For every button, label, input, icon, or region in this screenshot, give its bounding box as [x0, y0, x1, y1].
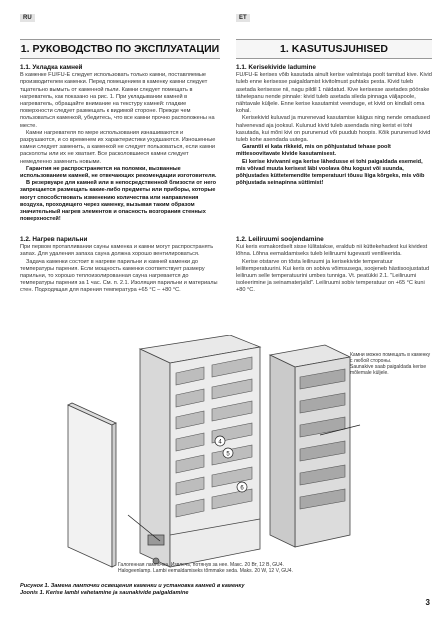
note-et: Saunakive saab paigaldada kerise mõlemale küljele. — [350, 364, 427, 376]
et-stones-p2: Kerisekivid kuluvad ja murenevad kasutamise käigus ning nende omadused halvenevad aja jooksul. Kulunud kivid tuleb asendada ning kerist ei tohi kasutada, kui mõni kivi on purunenud või puudub hoopis. Kõik purunenud kivid tuleb kohe asendada uutega. — [236, 115, 431, 144]
heater-right — [270, 345, 350, 547]
ru-steam-heading: 1.2. Нагрев парильни — [20, 236, 88, 243]
lamp-note-ru: Галогенная лампочка. Извлечь, потянув за нее. Макс. 20 Вт, 12 В, GU4. — [118, 562, 284, 568]
lang-tab-ru: RU — [20, 14, 35, 22]
ru-stones-heading: 1.1. Укладка камней — [20, 64, 83, 71]
caption-et: Joonis 1. Kerise lambi vahetamine ja saunakivide paigaldamine — [20, 590, 189, 596]
et-stones-p4: Ei kerise kivivanni ega kerise lähedusse ei tohi paigaldada esemeid, mis võivad muuta kerisest läbi voolava õhu kogust või suunda, põhjustades küttetemendite temperatuuri tõusu liiga kõrgeks, mis võib põhjustada seinapinna süttimist! — [236, 158, 425, 187]
et-steam-column — [236, 236, 432, 295]
caption-ru: Рисунок 1. Замена лампочки освещения каменки и установка камней в каменку — [20, 583, 245, 589]
et-stones-heading: 1.1. Kerisekivide ladumine — [236, 64, 316, 71]
et-steam-p2: Kerise otstarve on tõsta leiliruumi ja kerisekivide temperatuur leilitemperatuurini. Kui keris on sobiva võimsusega, soojeneb hästisoojustatud leiliruum selle temperatuurini umbes tunniga. Vt. peatükki 2.1. "Leiliruumi isoleerimine ja seinamaterjalid". Leiliruumi sobiv temperatuur on +65 °C kuni +80 °C. — [236, 258, 430, 294]
ru-stones-p3: Гарантия не распространяется на поломки, вызванные использованием камней, не отвечающих рекомендации изготовителя. — [20, 165, 217, 180]
marker-5: 5 — [226, 451, 230, 458]
et-steam-p1: Kui keris esmakordselt sisse lülitatakse, eraldub nii küttekehadest kui kividest lõhna. Lõhna eemaldamiseks tuleb leiliruumi tugevasti ventileerida. — [236, 244, 428, 258]
ru-column — [20, 64, 220, 223]
et-column — [236, 64, 432, 187]
ru-steam-column — [20, 236, 220, 295]
page-number: 3 — [425, 598, 430, 607]
lamp-note-et: Halogeenlamp. Lambi eemaldamiseks tõmmake seda. Maks. 20 W, 12 V, GU4. — [118, 568, 293, 574]
ru-stones-p4: В резервуаре для камней или в непосредственной близости от него запрещается размещать какие-либо предметы или приборы, которые могут способствовать изменению количества или направления воздуха, проходящего через каменку, вызывая таким образом значительный нагрев элементов и опасность возгорания стенных поверхностей! — [20, 180, 217, 223]
lang-tab-et: ET — [236, 14, 250, 22]
figure-note — [350, 352, 432, 376]
et-steam-heading: 1.2. Leiliruumi soojendamine — [236, 236, 324, 243]
heater-body — [140, 335, 260, 567]
side-panel — [68, 403, 116, 567]
lamp-note — [118, 562, 408, 574]
marker-6: 6 — [240, 485, 244, 492]
figure-caption — [20, 583, 432, 597]
et-stones-p1: FU/FU-E kerises võib kasutada ainult kerise valmistaja poolt tarnitud kive. Kivid tuleb enne kerisesse paigaldamist kivitolmust puhtaks pesta. Kivid tuleb asetada kerisesse nii, nagu pildil 1 näidatud. Kive kerisesse asetades pöörake tähelepanu nende pinnale: kivid tuleb asetada sileda pinnaga väljapoole, nähtavale küljele. Enne kerise kasutamist veenduge, et kivid on kindlalt oma kohal. — [236, 72, 432, 115]
ru-stones-p2: Камни нагревателя по мере использования изнашиваются и разрушаются, и со временем их характеристики ухудшаются. Изношенные камни следует заменить, а каменкой не следует пользоваться, если камни расколоты или их не хватает. Все расколовшиеся камни следует немедленно заменить новыми. — [20, 129, 216, 165]
section-title-et: 1. KASUTUSJUHISED — [236, 39, 432, 59]
note-ru: Камни можно помещать в каменку с любой стороны. — [350, 352, 431, 364]
marker-4: 4 — [218, 439, 222, 446]
et-stones-p3: Garantii ei kata rikkeid, mis on põhjustatud tehase poolt mittesoovitavate kivide kasutamisest. — [236, 144, 391, 158]
ru-steam-p2: Задача каменки состоит в нагреве парильни и камней каменки до температуры парения. Если мощность каменки соответствует размеру парильни, то хорошо теплоизолированная сауна нагревается до температуры парения за 1 час. См. п. 2.1. Изоляция парильни и материалы стен. Подходящая для парения температура +65 °C – +80 °C. — [20, 258, 218, 294]
ru-stones-p1: В каменке FU/FU-E следует использовать только камни, поставляемые производителем каменки. Перед помещением в каменку камни следует тщательно вымыть от каменной пыли. Камни следует помещать в нагреватель, как показано на рис. 1. При укладывании камней в нагреватель, обращайте внимание на текстуру камней: гладкие поверхности следует размещать к видимой стороне. Прежде чем пользоваться каменкой, убедитесь, что все камни прочно расположены на месте. — [20, 72, 215, 129]
ru-steam-p1: При первом протапливании сауны каменка и камни могут распространять запах. Для удаления запаха сауна должна хорошо вентилироваться. — [20, 244, 214, 258]
section-title-ru: 1. РУКОВОДСТВО ПО ЭКСПЛУАТАЦИИ — [20, 39, 220, 59]
